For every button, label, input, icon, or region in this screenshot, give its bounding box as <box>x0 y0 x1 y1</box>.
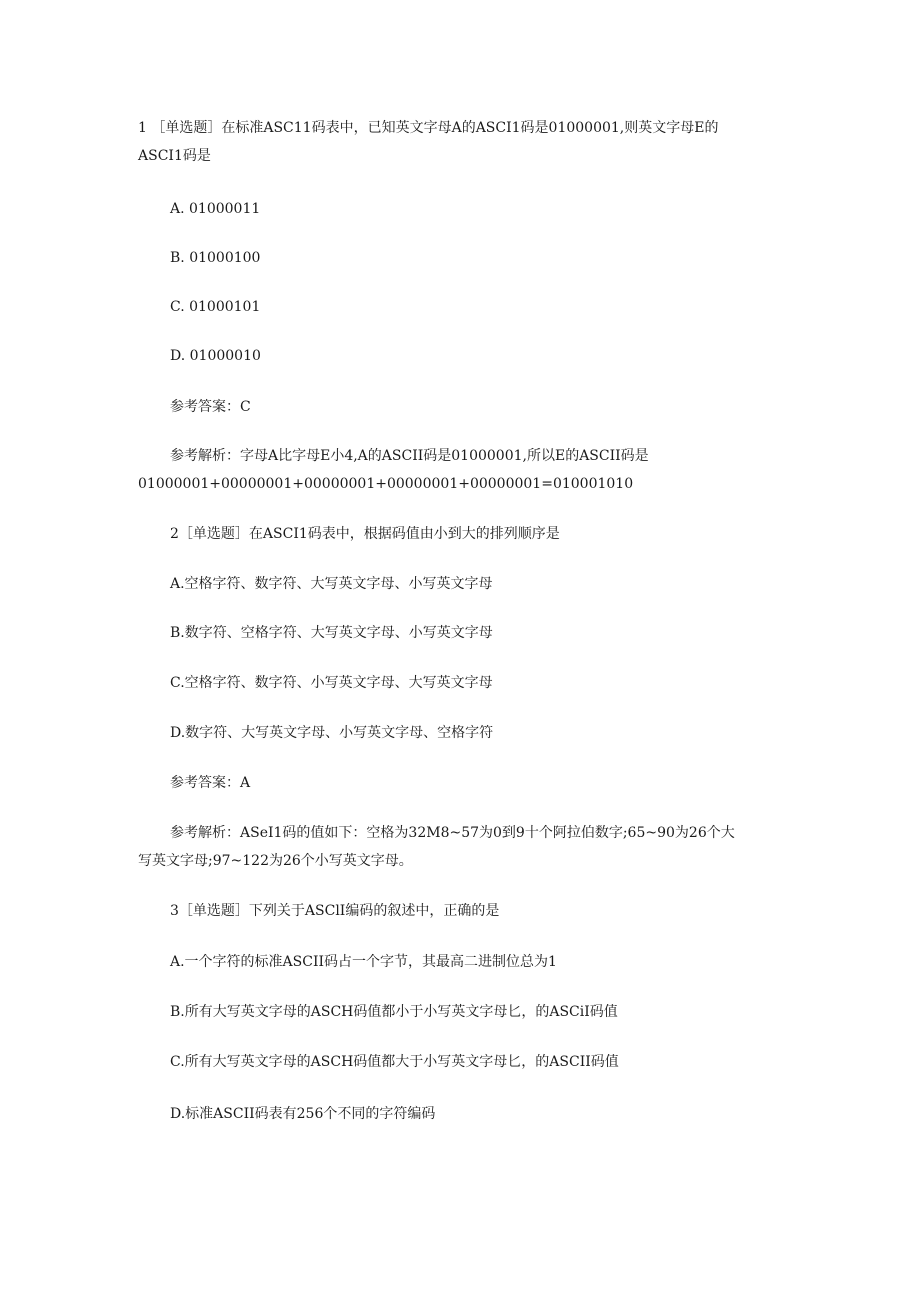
question-2-option-b: B.数字符、空格字符、大写英文字母、小写英文字母 <box>170 625 493 641</box>
question-1-analysis-line-2: 01000001+00000001+00000001+00000001+00000001=010001010 <box>138 476 634 492</box>
question-2-option-c: C.空格字符、数字符、小写英文字母、大写英文字母 <box>170 675 493 691</box>
question-3-stem-line-1: 3［单选题］下列关于ASClI编码的叙述中，正确的是 <box>170 903 500 919</box>
question-2-analysis-line-2: 写英文字母;97~122为26个小写英文字母。 <box>138 853 413 869</box>
question-3-option-a: A.一个字符的标准ASCII码占一个字节，其最高二进制位总为1 <box>170 954 557 970</box>
question-1-stem-line-2: ASCI1码是 <box>138 148 211 164</box>
question-2-analysis-line-1: 参考解析：ASeI1码的值如下：空格为32M8~57为0到9十个阿拉伯数字;65~90为26个大 <box>170 825 735 841</box>
question-1-option-d: D. 01000010 <box>170 348 261 364</box>
question-1-answer: 参考答案：C <box>170 399 251 415</box>
question-2-option-d: D.数字符、大写英文字母、小写英文字母、空格字符 <box>170 725 494 741</box>
question-1-option-b: B. 01000100 <box>170 250 261 266</box>
question-1-analysis-line-1: 参考解析：字母A比字母E小4,A的ASCII码是01000001,所以E的ASCII码是 <box>170 448 649 464</box>
question-3-option-c: C.所有大写英文字母的ASCH码值都大于小写英文字母匕，的ASCII码值 <box>170 1054 619 1070</box>
question-3-option-d: D.标准ASCII码表有256个不同的字符编码 <box>170 1106 436 1122</box>
question-2-option-a: A.空格字符、数字符、大写英文字母、小写英文字母 <box>170 576 493 592</box>
question-1-stem-line-1: 1 ［单选题］在标准ASC11码表中，已知英文字母A的ASCI1码是01000001,则英文字母E的 <box>138 120 719 136</box>
question-2-stem-line-1: 2［单选题］在ASCI1码表中，根据码值由小到大的排列顺序是 <box>170 526 560 542</box>
question-3-option-b: B.所有大写英文字母的ASCH码值都小于小写英文字母匕，的ASCiI码值 <box>170 1004 618 1020</box>
question-1-option-a: A. 01000011 <box>170 201 261 217</box>
question-2-answer: 参考答案：A <box>170 775 251 791</box>
question-1-option-c: C. 01000101 <box>170 299 261 315</box>
